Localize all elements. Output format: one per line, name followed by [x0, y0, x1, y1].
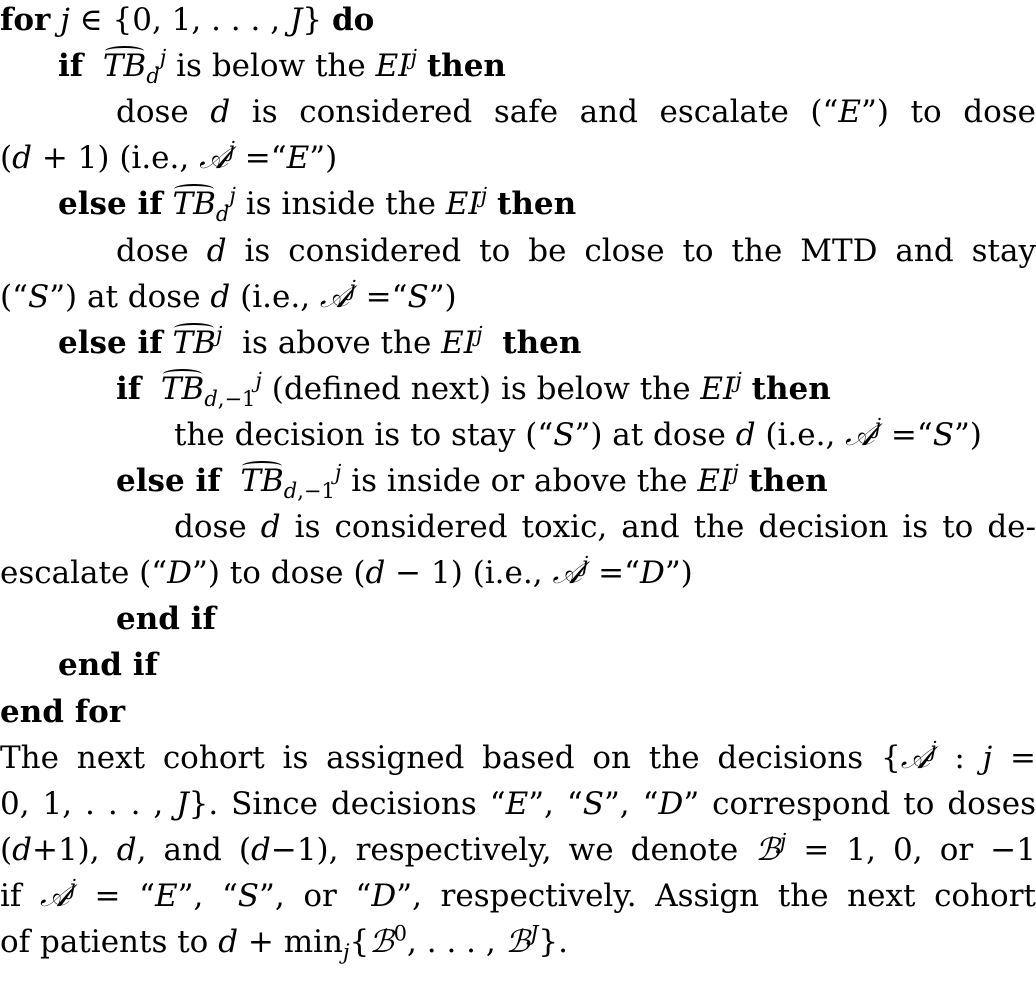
algorithm-line-l12: dose d is considered toxic, and the decision is to de- [174, 509, 1036, 546]
algorithm-line-l01: for j ∈ {0, 1, . . . , J} do [0, 2, 375, 38]
algorithm-line-l09: if $TB_{d,-1}^j$ (defined next) is below the $EI^j$ then [116, 366, 831, 412]
paragraph-line-p5: of patients to $d + \min_j\{ℬ^0$, . . . , ℬ$^J$}. [0, 921, 568, 965]
algorithm-line-l15: end if [58, 647, 158, 684]
paragraph-line-p4: if 𝒜$^j$ = “E”, “S”, or “D”, respectively. Assign the next cohort [0, 875, 1036, 914]
algorithm-line-l02: if $TB_d^j$ is below the $EI^j$ then [58, 43, 506, 89]
algorithm-line-l06: dose d is considered to be close to the MTD and stay [116, 232, 1036, 269]
algorithm-line-l05: else if $TB_d^j$ is inside the $EI^j$ then [58, 181, 576, 227]
algorithm-line-l16: end for [0, 693, 126, 730]
algorithm-line-l11: else if $TB_{d,-1}^j$ is inside or above the $EI^j$ then [116, 458, 828, 504]
algorithm-line-l13: escalate (“D”) to dose (d − 1) (i.e., 𝒜$^j$ =“D”) [0, 552, 693, 592]
algorithm-line-l08: else if $TB^j$ is above the $EI^j$ then [58, 320, 581, 366]
algorithm-line-l07: (“S”) at dose d (i.e., 𝒜$^j$ =“S”) [0, 276, 457, 315]
algorithm-line-l14: end if [116, 601, 216, 638]
algorithm-line-l04: (d + 1) (i.e., 𝒜$^j$ =“E”) [0, 137, 338, 177]
paragraph-line-p3: (d+1), d, and (d−1), respectively, we denote ℬ$^j$ = 1, 0, or −1 [0, 829, 1036, 868]
algorithm-line-l03: dose d is considered safe and escalate (“E”) to dose [116, 94, 1036, 131]
paragraph-line-p1: The next cohort is assigned based on the decisions {𝒜$^j$ : j = [0, 737, 1036, 776]
paragraph-line-p2: 0, 1, . . . , J}. Since decisions “E”, “S”, “D” correspond to doses [0, 785, 1036, 822]
algorithm-line-l10: the decision is to stay (“S”) at dose d (i.e., 𝒜$^j$ =“S”) [174, 414, 982, 453]
